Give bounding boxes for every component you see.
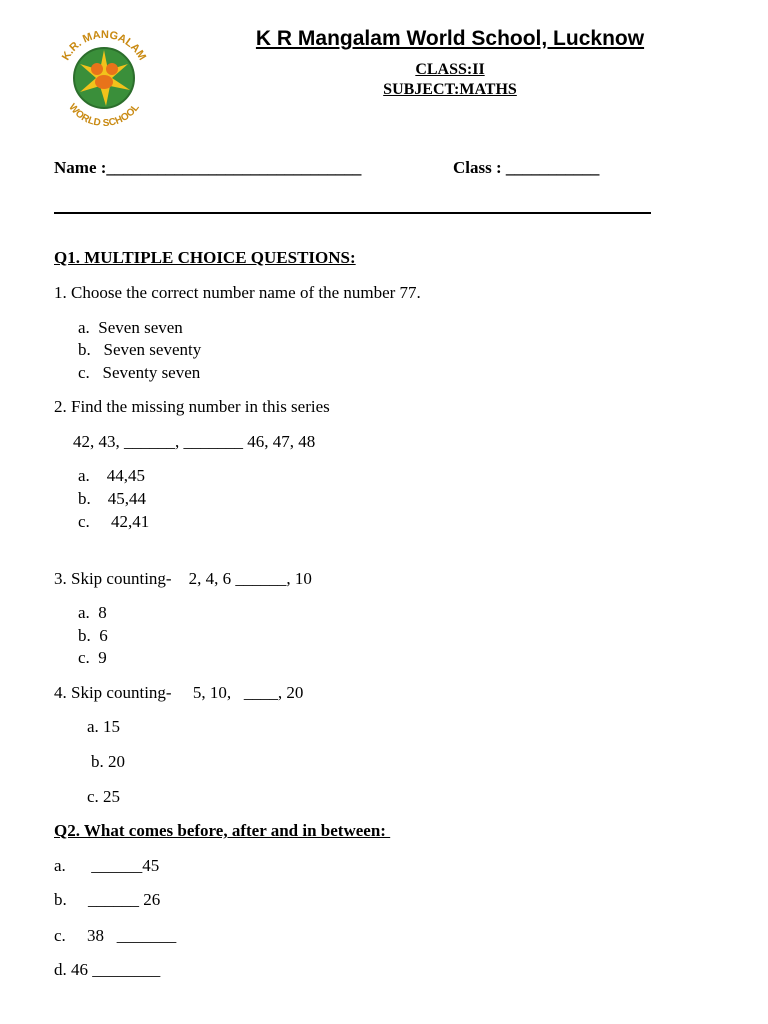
q1-item3-option-a: a. 8 — [78, 603, 107, 622]
divider-rule — [54, 212, 651, 214]
q2-item-a: a. ______45 — [54, 856, 160, 875]
q1-item2-option-a: a. 44,45 — [78, 466, 146, 485]
q2-title: Q2. What comes before, after and in between: — [54, 821, 391, 840]
school-title: K R Mangalam World School, Lucknow — [255, 27, 645, 50]
q1-item2-question: 2. Find the missing number in this series — [54, 397, 330, 416]
q1-title: Q1. MULTIPLE CHOICE QUESTIONS: — [54, 248, 356, 267]
q1-item2-series: 42, 43, ______, _______ 46, 47, 48 — [73, 432, 316, 451]
school-logo — [50, 24, 158, 132]
q1-item3-question: 3. Skip counting- 2, 4, 6 ______, 10 — [54, 569, 312, 588]
q1-item1-option-a: a. Seven seven — [78, 318, 183, 337]
q1-item4-option-b: b. 20 — [91, 752, 125, 771]
q1-item3-option-c: c. 9 — [78, 648, 107, 667]
q1-item1-option-c: c. Seventy seven — [78, 363, 201, 382]
q1-item4-option-a: a. 15 — [87, 717, 121, 736]
logo-text-bottom: WORLD SCHOOL — [66, 101, 142, 130]
q1-item4-question: 4. Skip counting- 5, 10, ____, 20 — [54, 683, 304, 702]
q1-item2-option-b: b. 45,44 — [78, 489, 146, 508]
q2-item-c: c. 38 _______ — [54, 926, 177, 945]
q1-item1-option-b: b. Seven seventy — [78, 340, 202, 359]
class-heading: CLASS:II — [415, 61, 485, 78]
q2-item-d: d. 46 ________ — [54, 960, 161, 979]
q2-item-b: b. ______ 26 — [54, 890, 161, 909]
name-field[interactable]: Name :______________________________ — [54, 158, 362, 177]
q1-item4-option-c: c. 25 — [87, 787, 121, 806]
q1-item2-option-c: c. 42,41 — [78, 512, 150, 531]
q1-item1-question: 1. Choose the correct number name of the number 77. — [54, 283, 421, 302]
subject-heading: SUBJECT:MATHS — [383, 81, 517, 98]
logo-text-top: K.R. MANGALAM — [59, 28, 149, 63]
q1-item3-option-b: b. 6 — [78, 626, 108, 645]
class-field[interactable]: Class : ___________ — [453, 158, 600, 177]
